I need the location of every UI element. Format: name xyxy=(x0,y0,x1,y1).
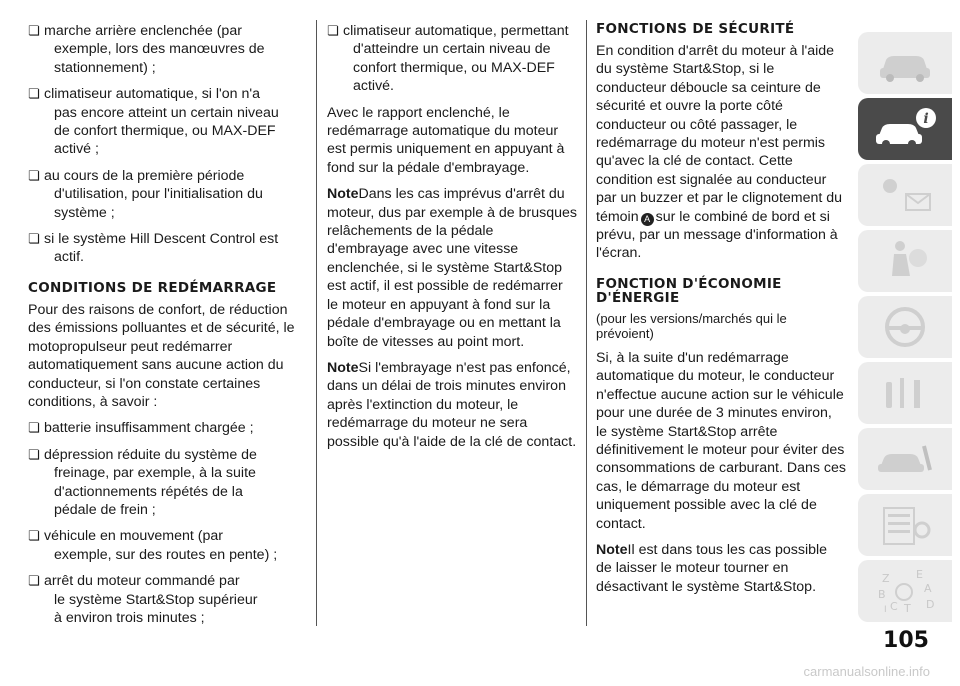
bullet-line: véhicule en mouvement (par xyxy=(44,528,224,545)
tab-emergency[interactable] xyxy=(858,362,952,424)
safety-text-part-2: sur le combiné de bord et si prévu, par un message d'information à l'écran. xyxy=(596,208,838,262)
bullet-line: batterie insuffisamment chargée ; xyxy=(44,420,254,437)
bullet-line: le système Start&Stop supérieur xyxy=(54,591,258,608)
tab-driving[interactable] xyxy=(858,296,952,358)
heading-economie-energie: FONCTION D'ÉCONOMIE D'ÉNERGIE xyxy=(596,275,782,306)
column-2 xyxy=(327,22,577,459)
tab-maintenance[interactable] xyxy=(858,428,952,490)
safety-text-part-1: En condition d'arrêt du moteur à l'aide du système Start&Stop, si le conducteur déboucle sa ceinture de sécurité et ouvre la porte côté conducteur ou côté passager, le redémarrage du moteur n'est permis qu'avec la clé de contact. Cette condition est signalée au conducteur par un buzzer et par le clignotement du témoin xyxy=(596,43,843,225)
index-letter: Z xyxy=(882,572,890,585)
bullet-line: pédale de frein ; xyxy=(54,501,156,518)
index-letter: B xyxy=(878,588,886,601)
bullet-line: climatiseur automatique, permettant xyxy=(343,23,569,39)
bullet-line: stationnement) ; xyxy=(54,59,156,76)
note-engine-running xyxy=(596,541,846,596)
bullet-line: freinage, par exemple, à la suite xyxy=(54,465,256,482)
steering-wheel-icon xyxy=(870,302,940,352)
bullet-line: marche arrière enclenchée (par xyxy=(44,23,242,39)
index-letter: A xyxy=(924,582,932,595)
bullet-box-icon: ❏ xyxy=(28,420,40,436)
heading-fonctions-securite: FONCTIONS DE SÉCURITÉ xyxy=(596,21,795,37)
index-letter: T xyxy=(904,602,911,615)
airbag-safety-icon xyxy=(870,236,940,286)
index-letter: C xyxy=(890,600,898,613)
note-label: Note xyxy=(596,541,628,558)
index-letter: I xyxy=(884,605,887,615)
bullet-box-icon: ❏ xyxy=(28,231,40,247)
bullet-line: arrêt du moteur commandé par xyxy=(44,573,240,590)
warning-light-icon: A xyxy=(641,213,654,226)
note-label: Note xyxy=(327,186,359,203)
bullet-line: pas encore atteint un certain niveau xyxy=(54,104,279,121)
bullet-line: au cours de la première période xyxy=(44,167,245,184)
bullet-line: d'utilisation, pour l'initialisation du xyxy=(54,186,263,203)
bullet-box-icon: ❏ xyxy=(28,446,40,462)
bullet-item xyxy=(28,85,310,159)
bullet-item xyxy=(28,572,310,627)
restart-clutch-paragraph: Avec le rapport enclenché, le redémarrage automatique du moteur est permis uniquement en appuyant à fond sur la pédale d'embrayage. xyxy=(327,104,565,176)
bullet-list-stop-conditions xyxy=(28,22,310,267)
versions-note: (pour les versions/marchés qui le prévoient) xyxy=(596,310,787,341)
bullet-item xyxy=(28,22,310,77)
bullet-line: système ; xyxy=(54,204,115,221)
column-divider xyxy=(586,20,587,626)
page-number: 105 xyxy=(883,628,929,653)
bullet-line: d'actionnements répétés de la xyxy=(54,483,243,500)
bullet-line: climatiseur automatique, si l'on n'a xyxy=(44,86,260,103)
tab-car-overview[interactable] xyxy=(858,32,952,94)
index-letter: D xyxy=(926,598,935,611)
svg-text:i: i xyxy=(923,111,929,127)
bullet-box-icon: ❏ xyxy=(28,167,40,183)
column-divider xyxy=(316,20,317,626)
bullet-line: si le système Hill Descent Control est xyxy=(44,231,279,248)
tab-car-info[interactable] xyxy=(858,98,952,160)
car-info-icon xyxy=(870,104,940,154)
bullet-line: activé ; xyxy=(54,141,99,158)
bullet-line: exemple, sur des routes en pente) ; xyxy=(54,546,278,563)
tab-index[interactable] xyxy=(858,560,952,622)
tab-warning-lights[interactable] xyxy=(858,164,952,226)
tab-technical-data[interactable] xyxy=(858,494,952,556)
bullet-line: de confort thermique, ou MAX-DEF xyxy=(54,123,276,140)
bullet-line: confort thermique, ou MAX-DEF xyxy=(353,59,555,76)
safety-paragraph xyxy=(596,42,846,263)
bullet-line: actif. xyxy=(54,249,84,266)
chapter-tabs xyxy=(858,32,952,626)
heading-conditions-redemarrage: CONDITIONS DE REDÉMARRAGE xyxy=(28,279,277,296)
bullet-line: d'atteindre un certain niveau de xyxy=(353,41,551,58)
note-label: Note xyxy=(327,359,359,376)
note-unexpected-stop xyxy=(327,185,577,351)
index-letter: E xyxy=(916,568,923,581)
column-1 xyxy=(28,22,310,635)
warning-lights-icon xyxy=(870,170,940,220)
bullet-item xyxy=(327,22,577,96)
bullet-line: exemple, lors des manœuvres de xyxy=(54,41,265,58)
index-letters-icon xyxy=(870,566,940,616)
note-text: Si l'embrayage n'est pas enfoncé, dans un délai de trois minutes environ après l'extinction du moteur, le redémarrage du moteur ne sera possible qu'à l'aide de la clé de contact. xyxy=(327,359,577,450)
bullet-box-icon: ❏ xyxy=(327,23,339,38)
car-icon xyxy=(870,38,940,88)
bullet-box-icon: ❏ xyxy=(28,86,40,102)
bullet-list-restart-conditions xyxy=(28,419,310,627)
specifications-icon xyxy=(870,500,940,550)
note-clutch-not-pressed xyxy=(327,359,577,451)
bullet-item xyxy=(28,419,310,437)
restart-intro-paragraph: Pour des raisons de confort, de réduction des émissions polluantes et de sécurité, le motopropulseur peut redémarrer automatiquement sans aucune action du conducteur, si l'on constate certaines conditions, à savoir : xyxy=(28,301,295,410)
energy-saving-paragraph: Si, à la suite d'un redémarrage automatique du moteur, le conducteur n'effectue aucune action sur le véhicule pour une durée de 3 minutes environ, le système Start&Stop arrête définitivement le moteur pour éviter des consommations de carburant. Dans ces cas, le démarrage du moteur est uniquement possible avec la clé de contact. xyxy=(596,349,846,532)
breakdown-tools-icon xyxy=(870,368,940,418)
bullet-item xyxy=(28,446,310,520)
tab-airbag-safety[interactable] xyxy=(858,230,952,292)
bullet-item xyxy=(28,230,310,267)
bullet-item xyxy=(28,167,310,222)
watermark: carmanualsonline.info xyxy=(803,664,930,679)
car-service-icon xyxy=(870,434,940,484)
column-3 xyxy=(596,22,846,604)
bullet-line: à environ trois minutes ; xyxy=(54,609,205,626)
bullet-line: activé. xyxy=(353,78,395,95)
note-text: Il est dans tous les cas possible de laisser le moteur tourner en désactivant le système Start&Stop. xyxy=(596,541,828,595)
bullet-box-icon: ❏ xyxy=(28,528,40,544)
bullet-box-icon: ❏ xyxy=(28,573,40,589)
note-text: Dans les cas imprévus d'arrêt du moteur, dus par exemple à de brusques relâchements de la pédale d'embrayage avec une vitesse enclenchée, si le système Start&Stop est actif, il est possible de redémarrer le moteur en appuyant à fond sur la pédale d'embrayage ou en mettant la boîte de vitesses au point mort. xyxy=(327,186,578,350)
bullet-line: dépression réduite du système de xyxy=(44,446,257,463)
bullet-climatiseur xyxy=(327,22,577,96)
bullet-item xyxy=(28,527,310,564)
bullet-box-icon: ❏ xyxy=(28,23,40,38)
